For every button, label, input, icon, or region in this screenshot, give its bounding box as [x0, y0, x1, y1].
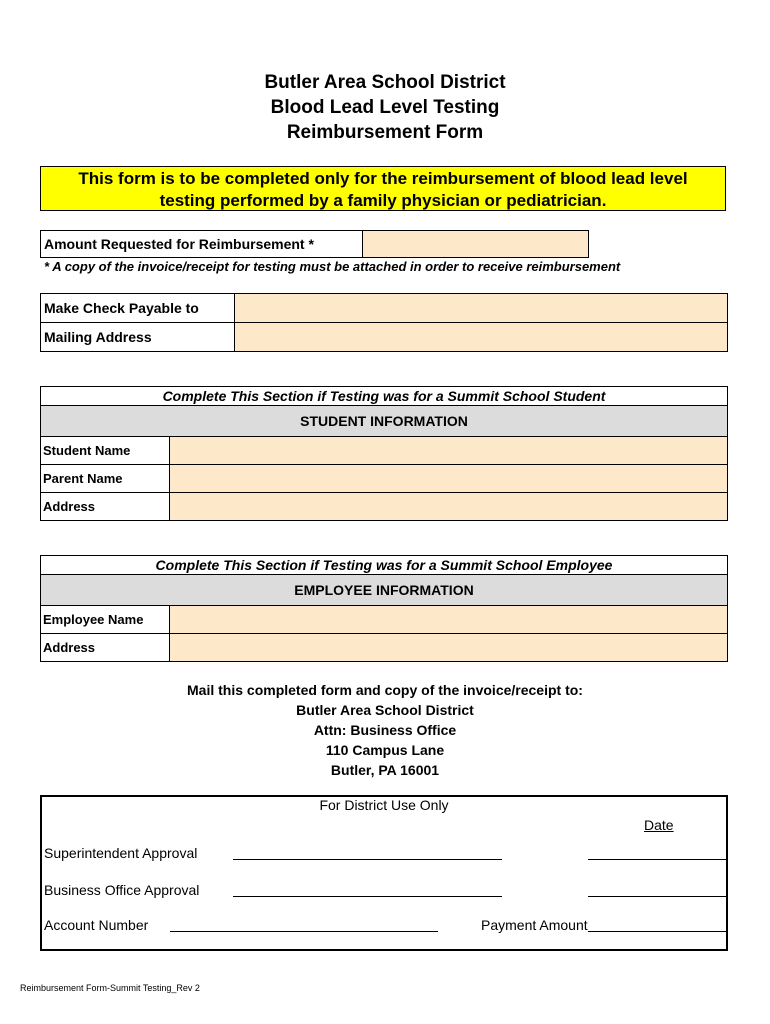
employee-name-input[interactable]	[169, 605, 728, 634]
check-payable-input[interactable]	[234, 293, 728, 323]
mail-instructions	[0, 680, 770, 780]
invoice-note: * A copy of the invoice/receipt for testing must be attached in order to receive reimbursement	[44, 259, 621, 274]
mail-line-4: 110 Campus Lane	[325, 742, 445, 758]
student-section-title: Complete This Section if Testing was for a Summit School Student	[40, 386, 728, 406]
mail-line-1: Mail this completed form and copy of the invoice/receipt to:	[187, 682, 583, 698]
notice-line-2: testing performed by a family physician or pediatrician.	[159, 191, 607, 210]
amount-input[interactable]	[362, 230, 589, 258]
check-payable-label: Make Check Payable to	[40, 293, 235, 323]
date-label: Date	[644, 817, 674, 833]
notice-banner	[40, 166, 726, 211]
title-line-3: Reimbursement Form	[286, 122, 484, 143]
parent-name-label: Parent Name	[40, 464, 170, 493]
title-line-2: Blood Lead Level Testing	[270, 97, 500, 118]
mail-line-5: Butler, PA 16001	[330, 762, 440, 778]
footer-revision: Reimbursement Form-Summit Testing_Rev 2	[20, 983, 200, 993]
account-number-line[interactable]	[170, 931, 438, 932]
employee-section-title: Complete This Section if Testing was for a Summit School Employee	[40, 555, 728, 575]
amount-label: Amount Requested for Reimbursement *	[40, 230, 363, 258]
superintendent-approval-label: Superintendent Approval	[44, 845, 198, 861]
student-name-label: Student Name	[40, 436, 170, 465]
superintendent-date-line[interactable]	[588, 859, 726, 860]
notice-line-1: This form is to be completed only for the reimbursement of blood lead level	[78, 169, 688, 188]
title-line-1: Butler Area School District	[264, 72, 506, 93]
parent-name-input[interactable]	[169, 464, 728, 493]
student-address-input[interactable]	[169, 492, 728, 521]
business-office-approval-label: Business Office Approval	[44, 882, 200, 898]
student-info-heading: STUDENT INFORMATION	[40, 405, 728, 437]
business-office-date-line[interactable]	[588, 896, 726, 897]
superintendent-signature-line[interactable]	[233, 859, 502, 860]
mail-line-2: Butler Area School District	[296, 702, 474, 718]
district-use-title: For District Use Only	[319, 797, 449, 813]
mailing-address-label: Mailing Address	[40, 322, 235, 352]
mailing-address-input[interactable]	[234, 322, 728, 352]
employee-name-label: Employee Name	[40, 605, 170, 634]
account-number-label: Account Number	[44, 917, 149, 933]
employee-address-input[interactable]	[169, 633, 728, 662]
employee-address-label: Address	[40, 633, 170, 662]
form-title	[0, 70, 770, 145]
payment-amount-line[interactable]	[588, 931, 726, 932]
student-address-label: Address	[40, 492, 170, 521]
employee-info-heading: EMPLOYEE INFORMATION	[40, 574, 728, 606]
mail-line-3: Attn: Business Office	[313, 722, 457, 738]
student-name-input[interactable]	[169, 436, 728, 465]
payment-amount-label: Payment Amount	[481, 917, 588, 933]
business-office-signature-line[interactable]	[233, 896, 502, 897]
